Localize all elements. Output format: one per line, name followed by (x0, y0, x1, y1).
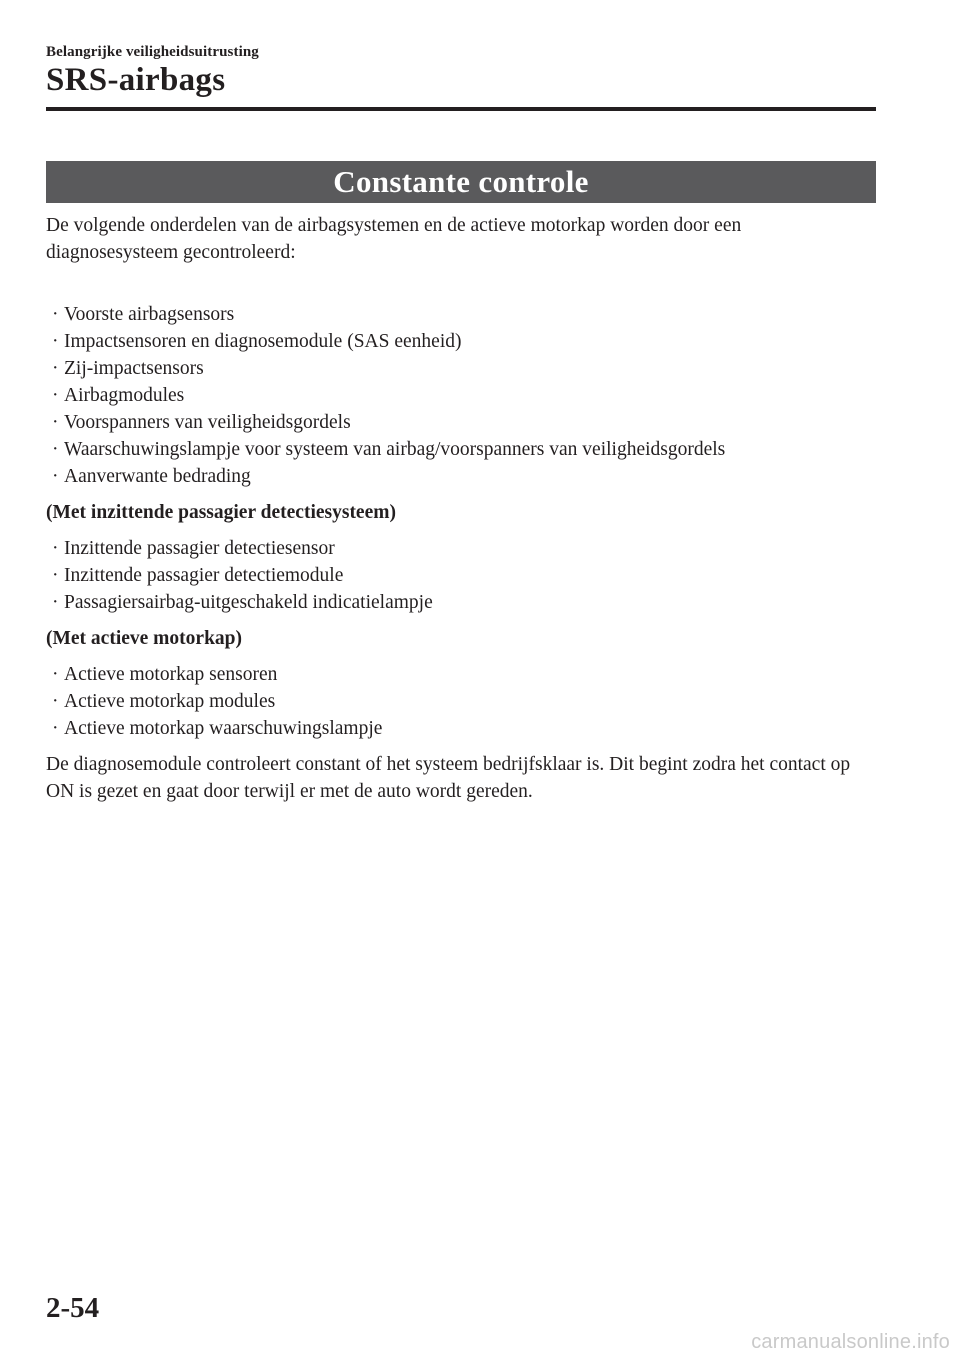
bullet-icon: · (52, 718, 59, 739)
list-item: · Aanverwante bedrading (46, 463, 876, 490)
bullet-icon: · (52, 691, 59, 712)
list-item: · Waarschuwingslampje voor systeem van airbag/voorspanners van veiligheidsgordels (46, 436, 876, 463)
list-item: · Airbagmodules (46, 382, 876, 409)
list-item: · Voorspanners van veiligheidsgordels (46, 409, 876, 436)
bullet-icon: · (52, 439, 59, 460)
bullet-icon: · (52, 565, 59, 586)
subheading-passenger-detection: (Met inzittende passagier detectiesysteem) (46, 502, 396, 523)
list-item: · Passagiersairbag-uitgeschakeld indicatielampje (46, 589, 876, 616)
list-item: · Inzittende passagier detectiesensor (46, 535, 876, 562)
bullet-icon: · (52, 385, 59, 406)
page-number: 2-54 (46, 1292, 100, 1324)
section-label: Belangrijke veiligheidsuitrusting (46, 44, 259, 60)
passenger-component-list (46, 535, 876, 616)
bullet-icon: · (52, 331, 59, 352)
bullet-icon: · (52, 592, 59, 613)
list-item: · Inzittende passagier detectiemodule (46, 562, 876, 589)
main-component-list (46, 301, 876, 490)
title-divider (46, 107, 876, 111)
page-title: SRS-airbags (46, 62, 226, 98)
content-body (46, 212, 876, 805)
bonnet-component-list (46, 661, 876, 742)
list-item: · Actieve motorkap sensoren (46, 661, 876, 688)
closing-paragraph: De diagnosemodule controleert constant of het systeem bedrijfsklaar is. Dit begint zodra het contact op ON is gezet en gaat door terwijl er met de auto wordt gereden. (46, 754, 851, 802)
list-item: · Actieve motorkap modules (46, 688, 876, 715)
list-item: · Actieve motorkap waarschuwingslampje (46, 715, 876, 742)
bullet-icon: · (52, 304, 59, 325)
bullet-icon: · (52, 664, 59, 685)
bullet-icon: · (52, 412, 59, 433)
subheading-active-bonnet: (Met actieve motorkap) (46, 628, 242, 649)
bullet-icon: · (52, 466, 59, 487)
bullet-icon: · (52, 358, 59, 379)
section-heading: Constante controle (46, 161, 876, 203)
watermark: carmanualsonline.info (751, 1331, 950, 1353)
list-item: · Voorste airbagsensors (46, 301, 876, 328)
bullet-icon: · (52, 538, 59, 559)
list-item: · Impactsensoren en diagnosemodule (SAS eenheid) (46, 328, 876, 355)
list-item: · Zij-impactsensors (46, 355, 876, 382)
intro-paragraph: De volgende onderdelen van de airbagsystemen en de actieve motorkap worden door een diagnosesysteem gecontroleerd: (46, 215, 742, 263)
